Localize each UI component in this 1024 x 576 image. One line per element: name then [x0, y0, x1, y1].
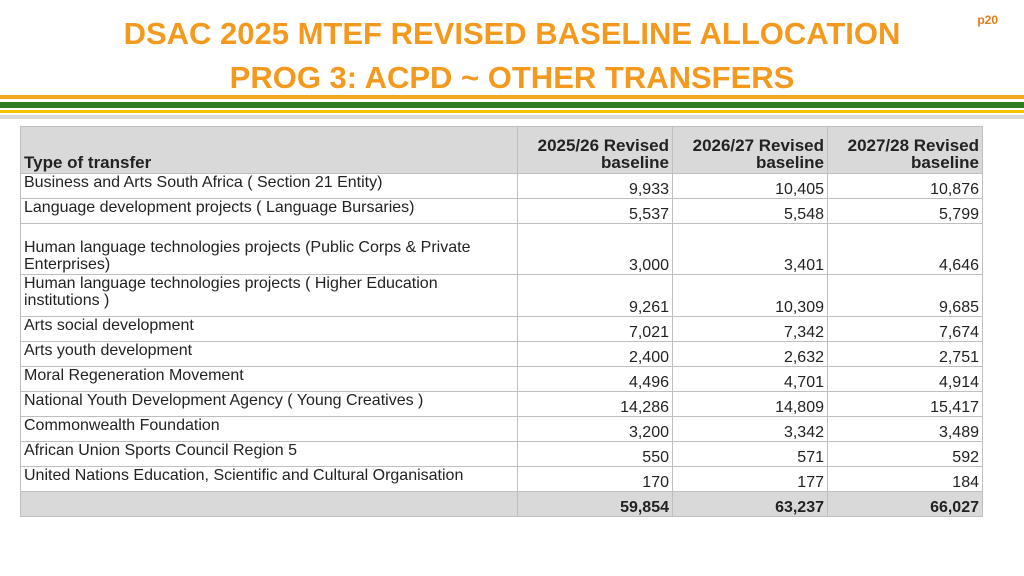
title-line-1: DSAC 2025 MTEF REVISED BASELINE ALLOCATION	[123, 16, 901, 51]
table-row	[21, 317, 983, 342]
totals-row	[21, 492, 983, 517]
decorative-stripes	[0, 95, 1024, 119]
row-value-2026-27: 3,342	[673, 417, 828, 442]
table-row	[21, 199, 983, 224]
table-row	[21, 417, 983, 442]
table-row	[21, 467, 983, 492]
row-name: Human language technologies projects ( Higher Education institutions )	[21, 275, 518, 317]
row-value-2027-28: 9,685	[828, 275, 983, 317]
row-value-2025-26: 9,261	[518, 275, 673, 317]
row-value-2027-28: 5,799	[828, 199, 983, 224]
row-value-2027-28: 10,876	[828, 174, 983, 199]
row-value-2026-27: 4,701	[673, 367, 828, 392]
row-name: Human language technologies projects (Public Corps & Private Enterprises)	[21, 224, 518, 275]
table-row	[21, 275, 983, 317]
row-value-2025-26: 9,933	[518, 174, 673, 199]
total-2027-28: 66,027	[828, 492, 983, 517]
row-name: Language development projects ( Language Bursaries)	[21, 199, 518, 224]
row-name: Arts social development	[21, 317, 518, 342]
row-name: National Youth Development Agency ( Young Creatives )	[21, 392, 518, 417]
row-value-2026-27: 7,342	[673, 317, 828, 342]
row-value-2025-26: 2,400	[518, 342, 673, 367]
table-row	[21, 442, 983, 467]
row-value-2027-28: 4,914	[828, 367, 983, 392]
row-value-2026-27: 2,632	[673, 342, 828, 367]
table-row	[21, 174, 983, 199]
header-type-of-transfer: Type of transfer	[21, 127, 518, 174]
row-value-2025-26: 14,286	[518, 392, 673, 417]
table-row	[21, 342, 983, 367]
row-name: Arts youth development	[21, 342, 518, 367]
header-2027-28: 2027/28 Revised baseline	[828, 127, 983, 174]
header-2025-26: 2025/26 Revised baseline	[518, 127, 673, 174]
row-value-2027-28: 7,674	[828, 317, 983, 342]
row-name: Commonwealth Foundation	[21, 417, 518, 442]
row-value-2027-28: 184	[828, 467, 983, 492]
total-2025-26: 59,854	[518, 492, 673, 517]
slide-title	[0, 12, 1024, 100]
row-value-2027-28: 2,751	[828, 342, 983, 367]
header-2026-27: 2026/27 Revised baseline	[673, 127, 828, 174]
table-row	[21, 367, 983, 392]
row-value-2027-28: 15,417	[828, 392, 983, 417]
row-value-2025-26: 550	[518, 442, 673, 467]
row-value-2025-26: 3,200	[518, 417, 673, 442]
row-value-2026-27: 571	[673, 442, 828, 467]
total-2026-27: 63,237	[673, 492, 828, 517]
transfers-table	[20, 126, 983, 517]
row-value-2025-26: 3,000	[518, 224, 673, 275]
page-number: p20	[977, 13, 998, 27]
row-value-2026-27: 3,401	[673, 224, 828, 275]
row-value-2025-26: 170	[518, 467, 673, 492]
table-row	[21, 392, 983, 417]
row-value-2026-27: 10,405	[673, 174, 828, 199]
row-value-2025-26: 7,021	[518, 317, 673, 342]
row-value-2026-27: 177	[673, 467, 828, 492]
row-value-2027-28: 4,646	[828, 224, 983, 275]
table-header-row	[21, 127, 983, 174]
row-value-2025-26: 4,496	[518, 367, 673, 392]
row-value-2026-27: 14,809	[673, 392, 828, 417]
row-value-2026-27: 5,548	[673, 199, 828, 224]
table-row	[21, 224, 983, 275]
title-line-2: PROG 3: ACPD ~ OTHER TRANSFERS	[229, 60, 795, 95]
row-value-2026-27: 10,309	[673, 275, 828, 317]
row-name: Business and Arts South Africa ( Section 21 Entity)	[21, 174, 518, 199]
row-name: Moral Regeneration Movement	[21, 367, 518, 392]
row-name: African Union Sports Council Region 5	[21, 442, 518, 467]
totals-label-empty	[21, 492, 518, 517]
row-name: United Nations Education, Scientific and Cultural Organisation	[21, 467, 518, 492]
row-value-2025-26: 5,537	[518, 199, 673, 224]
row-value-2027-28: 592	[828, 442, 983, 467]
row-value-2027-28: 3,489	[828, 417, 983, 442]
